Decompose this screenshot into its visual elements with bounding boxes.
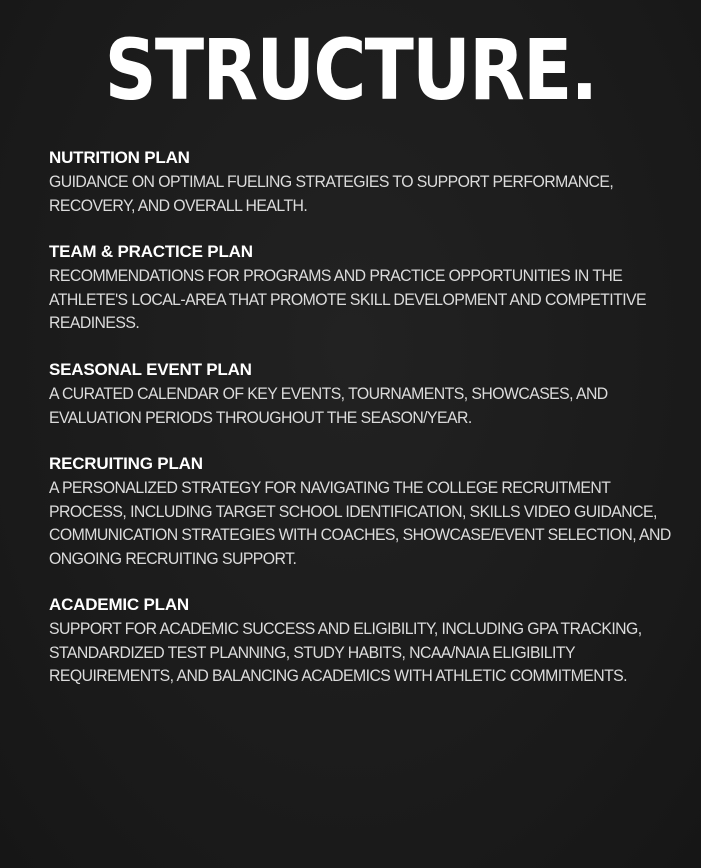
section-body-line: RECOMMENDATIONS FOR PROGRAMS AND PRACTICE OPPORTUNITIES IN THE [49,266,623,285]
section-body-line: REQUIREMENTS, AND BALANCING ACADEMICS WITH ATHLETIC COMMITMENTS. [49,666,628,685]
section-body-line: GUIDANCE ON OPTIMAL FUELING STRATEGIES TO SUPPORT PERFORMANCE, [49,172,614,191]
section-seasonal-event-plan [49,358,669,429]
page-title: STRUCTURE. [104,21,597,119]
section-body-line: ATHLETE'S LOCAL-AREA THAT PROMOTE SKILL DEVELOPMENT AND COMPETITIVE [49,289,647,309]
section-heading: ACADEMIC PLAN [49,595,190,614]
section-body-line: COMMUNICATION STRATEGIES WITH COACHES, SHOWCASE/EVENT SELECTION, AND [49,525,671,544]
section-academic-plan [49,593,669,688]
section-team-practice-plan [49,240,669,335]
section-body-line: STANDARDIZED TEST PLANNING, STUDY HABITS, NCAA/NAIA ELIGIBILITY [49,642,575,662]
section-body-line: RECOVERY, AND OVERALL HEALTH. [49,195,308,215]
section-recruiting-plan [49,452,669,570]
section-heading: RECRUITING PLAN [49,454,203,473]
section-heading: NUTRITION PLAN [49,148,190,167]
section-body-line: A CURATED CALENDAR OF KEY EVENTS, TOURNAMENTS, SHOWCASES, AND [49,384,608,403]
section-body-line: PROCESS, INCLUDING TARGET SCHOOL IDENTIFICATION, SKILLS VIDEO GUIDANCE, [49,501,657,521]
section-body-line: SUPPORT FOR ACADEMIC SUCCESS AND ELIGIBILITY, INCLUDING GPA TRACKING, [49,619,642,638]
section-body-line: ONGOING RECRUITING SUPPORT. [49,548,297,568]
section-body-line: EVALUATION PERIODS THROUGHOUT THE SEASON/YEAR. [49,407,472,427]
section-body-line: A PERSONALIZED STRATEGY FOR NAVIGATING THE COLLEGE RECRUITMENT [49,478,611,497]
section-heading: TEAM & PRACTICE PLAN [49,242,253,261]
section-body-line: READINESS. [49,313,140,332]
section-nutrition-plan [49,146,669,217]
section-heading: SEASONAL EVENT PLAN [49,360,252,379]
